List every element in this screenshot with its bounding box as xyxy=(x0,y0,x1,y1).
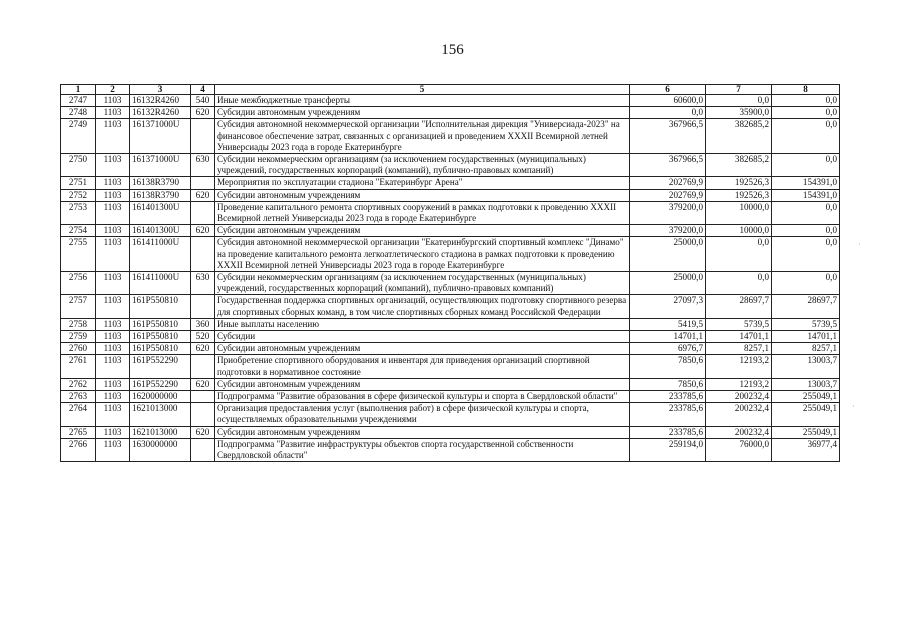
amount-col-7: 0,0 xyxy=(706,95,772,107)
section-code: 1103 xyxy=(96,154,130,177)
table-row xyxy=(61,237,840,272)
row-number: 2757 xyxy=(61,295,96,318)
row-number: 2760 xyxy=(61,343,96,355)
amount-col-8: 0,0 xyxy=(772,272,840,295)
target-article-code: 16138R3790 xyxy=(130,177,191,189)
item-name: Субсидии автономным учреждениям xyxy=(215,343,630,355)
item-name: Иные межбюджетные трансферты xyxy=(215,95,630,107)
section-code: 1103 xyxy=(96,343,130,355)
amount-col-6: 233785,6 xyxy=(630,391,706,403)
amount-col-6: 25000,0 xyxy=(630,237,706,272)
amount-col-8: 255049,1 xyxy=(772,391,840,403)
table-row xyxy=(61,355,840,378)
section-code: 1103 xyxy=(96,272,130,295)
amount-col-7: 10000,0 xyxy=(706,225,772,237)
row-number: 2763 xyxy=(61,391,96,403)
table-body xyxy=(61,95,840,462)
row-number: 2762 xyxy=(61,378,96,390)
amount-col-6: 259194,0 xyxy=(630,438,706,461)
row-number: 2754 xyxy=(61,225,96,237)
amount-col-6: 367966,5 xyxy=(630,154,706,177)
target-article-code: 1621013000 xyxy=(130,403,191,426)
row-number: 2749 xyxy=(61,119,96,154)
scan-mark: · xyxy=(852,402,855,411)
target-article-code: 161P550810 xyxy=(130,318,191,330)
section-code: 1103 xyxy=(96,201,130,224)
expense-type-code: 620 xyxy=(191,189,215,201)
row-number: 2759 xyxy=(61,331,96,343)
column-header: 2 xyxy=(96,85,130,95)
amount-col-7: 5739,5 xyxy=(706,318,772,330)
amount-col-6: 233785,6 xyxy=(630,403,706,426)
budget-table xyxy=(60,84,840,462)
target-article-code: 161401300U xyxy=(130,225,191,237)
column-header: 3 xyxy=(130,85,191,95)
row-number: 2765 xyxy=(61,426,96,438)
row-number: 2751 xyxy=(61,177,96,189)
section-code: 1103 xyxy=(96,403,130,426)
row-number: 2747 xyxy=(61,95,96,107)
expense-type-code: 540 xyxy=(191,95,215,107)
column-header: 4 xyxy=(191,85,215,95)
target-article-code: 161371000U xyxy=(130,154,191,177)
row-number: 2752 xyxy=(61,189,96,201)
amount-col-6: 7850,6 xyxy=(630,378,706,390)
table-row xyxy=(61,295,840,318)
amount-col-7: 192526,3 xyxy=(706,177,772,189)
section-code: 1103 xyxy=(96,107,130,119)
amount-col-6: 0,0 xyxy=(630,107,706,119)
amount-col-7: 28697,7 xyxy=(706,295,772,318)
target-article-code: 161P552290 xyxy=(130,378,191,390)
item-name: Субсидии автономным учреждениям xyxy=(215,378,630,390)
row-number: 2755 xyxy=(61,237,96,272)
column-header: 1 xyxy=(61,85,96,95)
row-number: 2766 xyxy=(61,438,96,461)
amount-col-7: 76000,0 xyxy=(706,438,772,461)
amount-col-7: 200232,4 xyxy=(706,426,772,438)
column-header: 6 xyxy=(630,85,706,95)
target-article-code: 1621013000 xyxy=(130,426,191,438)
item-name: Субсидии автономным учреждениям xyxy=(215,107,630,119)
amount-col-6: 233785,6 xyxy=(630,426,706,438)
expense-type-code: 620 xyxy=(191,426,215,438)
item-name: Государственная поддержка спортивных организаций, осуществляющих подготовку спортивного резерва для спортивных сборных команд, в том числе спортивных сборных команд Российской Федерации xyxy=(215,295,630,318)
amount-col-7: 10000,0 xyxy=(706,201,772,224)
item-name: Подпрограмма "Развитие образования в сфере физической культуры и спорта в Свердловской области" xyxy=(215,391,630,403)
amount-col-6: 379200,0 xyxy=(630,201,706,224)
target-article-code: 16132R4260 xyxy=(130,107,191,119)
section-code: 1103 xyxy=(96,295,130,318)
section-code: 1103 xyxy=(96,237,130,272)
row-number: 2764 xyxy=(61,403,96,426)
section-code: 1103 xyxy=(96,95,130,107)
amount-col-6: 202769,9 xyxy=(630,177,706,189)
table-row xyxy=(61,426,840,438)
scan-mark: · xyxy=(858,240,861,249)
amount-col-8: 154391,0 xyxy=(772,189,840,201)
header-row xyxy=(61,85,840,95)
table-row xyxy=(61,438,840,461)
item-name: Мероприятия по эксплуатации стадиона "Екатеринбург Арена" xyxy=(215,177,630,189)
target-article-code: 161P552290 xyxy=(130,355,191,378)
expense-type-code: 620 xyxy=(191,107,215,119)
amount-col-7: 382685,2 xyxy=(706,154,772,177)
page-number: 156 xyxy=(441,42,464,58)
target-article-code: 1620000000 xyxy=(130,391,191,403)
amount-col-8: 0,0 xyxy=(772,154,840,177)
amount-col-8: 0,0 xyxy=(772,237,840,272)
table-row xyxy=(61,272,840,295)
column-header: 5 xyxy=(215,85,630,95)
table-row xyxy=(61,391,840,403)
table-row xyxy=(61,95,840,107)
table-row xyxy=(61,403,840,426)
amount-col-6: 14701,1 xyxy=(630,331,706,343)
target-article-code: 161411000U xyxy=(130,272,191,295)
target-article-code: 161371000U xyxy=(130,119,191,154)
amount-col-8: 14701,1 xyxy=(772,331,840,343)
section-code: 1103 xyxy=(96,391,130,403)
amount-col-8: 0,0 xyxy=(772,107,840,119)
expense-type-code: 620 xyxy=(191,343,215,355)
section-code: 1103 xyxy=(96,438,130,461)
target-article-code: 16132R4260 xyxy=(130,95,191,107)
table-row xyxy=(61,107,840,119)
amount-col-8: 255049,1 xyxy=(772,403,840,426)
target-article-code: 161411000U xyxy=(130,237,191,272)
column-header: 7 xyxy=(706,85,772,95)
amount-col-6: 7850,6 xyxy=(630,355,706,378)
item-name: Организация предоставления услуг (выполнения работ) в сфере физической культуры и спорта, осуществляемых образовательными учреждениями xyxy=(215,403,630,426)
row-number: 2756 xyxy=(61,272,96,295)
expense-type-code: 360 xyxy=(191,318,215,330)
amount-col-8: 255049,1 xyxy=(772,426,840,438)
amount-col-6: 60600,0 xyxy=(630,95,706,107)
amount-col-7: 12193,2 xyxy=(706,378,772,390)
section-code: 1103 xyxy=(96,177,130,189)
amount-col-7: 192526,3 xyxy=(706,189,772,201)
amount-col-8: 0,0 xyxy=(772,119,840,154)
item-name: Субсидии некоммерческим организациям (за исключением государственных (муниципальных) учреждений, государственных корпораций (компаний), публично-правовых компаний) xyxy=(215,154,630,177)
expense-type-code: 620 xyxy=(191,225,215,237)
amount-col-7: 8257,1 xyxy=(706,343,772,355)
amount-col-8: 0,0 xyxy=(772,95,840,107)
expense-type-code xyxy=(191,391,215,403)
table-row xyxy=(61,189,840,201)
amount-col-6: 202769,9 xyxy=(630,189,706,201)
amount-col-6: 379200,0 xyxy=(630,225,706,237)
item-name: Субсидии xyxy=(215,331,630,343)
amount-col-8: 5739,5 xyxy=(772,318,840,330)
item-name: Субсидии автономным учреждениям xyxy=(215,189,630,201)
table-row xyxy=(61,331,840,343)
amount-col-8: 0,0 xyxy=(772,201,840,224)
expense-type-code: 630 xyxy=(191,272,215,295)
amount-col-7: 382685,2 xyxy=(706,119,772,154)
item-name: Субсидии некоммерческим организациям (за исключением государственных (муниципальных) учреждений, государственных корпораций (компаний), публично-правовых компаний) xyxy=(215,272,630,295)
target-article-code: 161401300U xyxy=(130,201,191,224)
amount-col-7: 0,0 xyxy=(706,272,772,295)
item-name: Субсидия автономной некоммерческой организации "Исполнительная дирекция "Универсиада-2023" на финансовое обеспечение затрат, связанных с организацией и проведением XXXII Всемирной летней Универсиады 2023 года в городе Екатеринбурге xyxy=(215,119,630,154)
amount-col-7: 12193,2 xyxy=(706,355,772,378)
section-code: 1103 xyxy=(96,318,130,330)
item-name: Приобретение спортивного оборудования и инвентаря для приведения организаций спортивной подготовки в нормативное состояние xyxy=(215,355,630,378)
table-row xyxy=(61,378,840,390)
amount-col-8: 28697,7 xyxy=(772,295,840,318)
expense-type-code xyxy=(191,355,215,378)
row-number: 2758 xyxy=(61,318,96,330)
section-code: 1103 xyxy=(96,119,130,154)
row-number: 2748 xyxy=(61,107,96,119)
amount-col-8: 13003,7 xyxy=(772,355,840,378)
table-row xyxy=(61,177,840,189)
table-row xyxy=(61,201,840,224)
amount-col-8: 36977,4 xyxy=(772,438,840,461)
expense-type-code: 620 xyxy=(191,378,215,390)
amount-col-7: 14701,1 xyxy=(706,331,772,343)
amount-col-6: 6976,7 xyxy=(630,343,706,355)
section-code: 1103 xyxy=(96,355,130,378)
amount-col-8: 0,0 xyxy=(772,225,840,237)
item-name: Проведение капитального ремонта спортивных сооружений в рамках подготовки к проведению XXXII Всемирной летней Универсиады 2023 года в городе Екатеринбурге xyxy=(215,201,630,224)
row-number: 2750 xyxy=(61,154,96,177)
amount-col-7: 200232,4 xyxy=(706,391,772,403)
item-name: Субсидия автономной некоммерческой организации "Екатеринбургский спортивный комплекс "Динамо" на проведение капитального ремонта легкоатлетического стадиона в рамках подготовки к проведению XXXII Всемирной летней Универсиады 2023 года в городе Екатеринбурге xyxy=(215,237,630,272)
table-row xyxy=(61,318,840,330)
expense-type-code xyxy=(191,177,215,189)
target-article-code: 16138R3790 xyxy=(130,189,191,201)
target-article-code: 1630000000 xyxy=(130,438,191,461)
target-article-code: 161P550810 xyxy=(130,331,191,343)
row-number: 2753 xyxy=(61,201,96,224)
section-code: 1103 xyxy=(96,189,130,201)
section-code: 1103 xyxy=(96,225,130,237)
table-row xyxy=(61,119,840,154)
item-name: Иные выплаты населению xyxy=(215,318,630,330)
section-code: 1103 xyxy=(96,378,130,390)
amount-col-7: 0,0 xyxy=(706,237,772,272)
table-row xyxy=(61,343,840,355)
expense-type-code: 630 xyxy=(191,154,215,177)
table-row xyxy=(61,225,840,237)
expense-type-code xyxy=(191,403,215,426)
amount-col-6: 367966,5 xyxy=(630,119,706,154)
section-code: 1103 xyxy=(96,426,130,438)
expense-type-code xyxy=(191,119,215,154)
expense-type-code xyxy=(191,237,215,272)
amount-col-8: 13003,7 xyxy=(772,378,840,390)
item-name: Подпрограмма "Развитие инфраструктуры объектов спорта государственной собственности Свердловской области" xyxy=(215,438,630,461)
expense-type-code xyxy=(191,201,215,224)
expense-type-code xyxy=(191,438,215,461)
item-name: Субсидии автономным учреждениям xyxy=(215,225,630,237)
section-code: 1103 xyxy=(96,331,130,343)
amount-col-8: 8257,1 xyxy=(772,343,840,355)
row-number: 2761 xyxy=(61,355,96,378)
amount-col-6: 5419,5 xyxy=(630,318,706,330)
amount-col-6: 25000,0 xyxy=(630,272,706,295)
target-article-code: 161P550810 xyxy=(130,295,191,318)
amount-col-7: 35900,0 xyxy=(706,107,772,119)
amount-col-8: 154391,0 xyxy=(772,177,840,189)
amount-col-7: 200232,4 xyxy=(706,403,772,426)
expense-type-code: 520 xyxy=(191,331,215,343)
expense-type-code xyxy=(191,295,215,318)
target-article-code: 161P550810 xyxy=(130,343,191,355)
item-name: Субсидии автономным учреждениям xyxy=(215,426,630,438)
table-row xyxy=(61,154,840,177)
column-header: 8 xyxy=(772,85,840,95)
amount-col-6: 27097,3 xyxy=(630,295,706,318)
